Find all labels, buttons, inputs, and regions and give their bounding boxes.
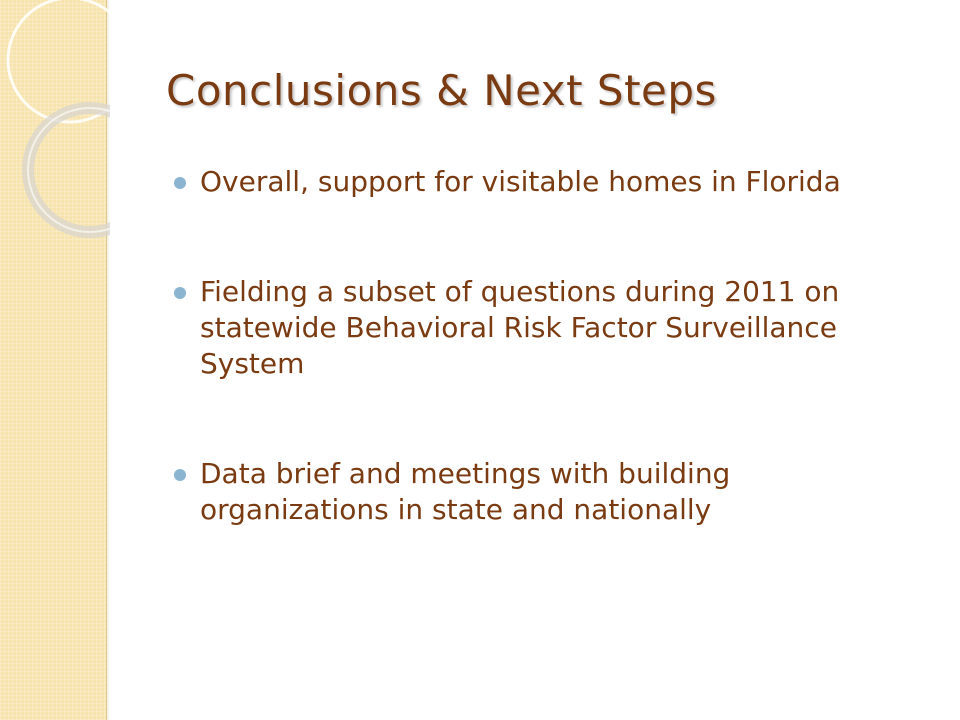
bullet-marker-icon [174,287,186,299]
bullet-text: Data brief and meetings with building organizations in state and nationally [200,457,731,526]
bullet-item [174,456,864,528]
slide-title: Conclusions & Next Steps [166,66,717,115]
bullet-marker-icon [174,177,186,189]
bullet-item [174,164,864,200]
bullet-list [174,164,864,528]
decorative-circles [0,0,110,240]
bullet-marker-icon [174,469,186,481]
bullet-text: Fielding a subset of questions during 2011 on statewide Behavioral Risk Factor Surveillance System [200,275,840,380]
bullet-text: Overall, support for visitable homes in Florida [200,165,841,198]
bullet-item [174,274,864,382]
